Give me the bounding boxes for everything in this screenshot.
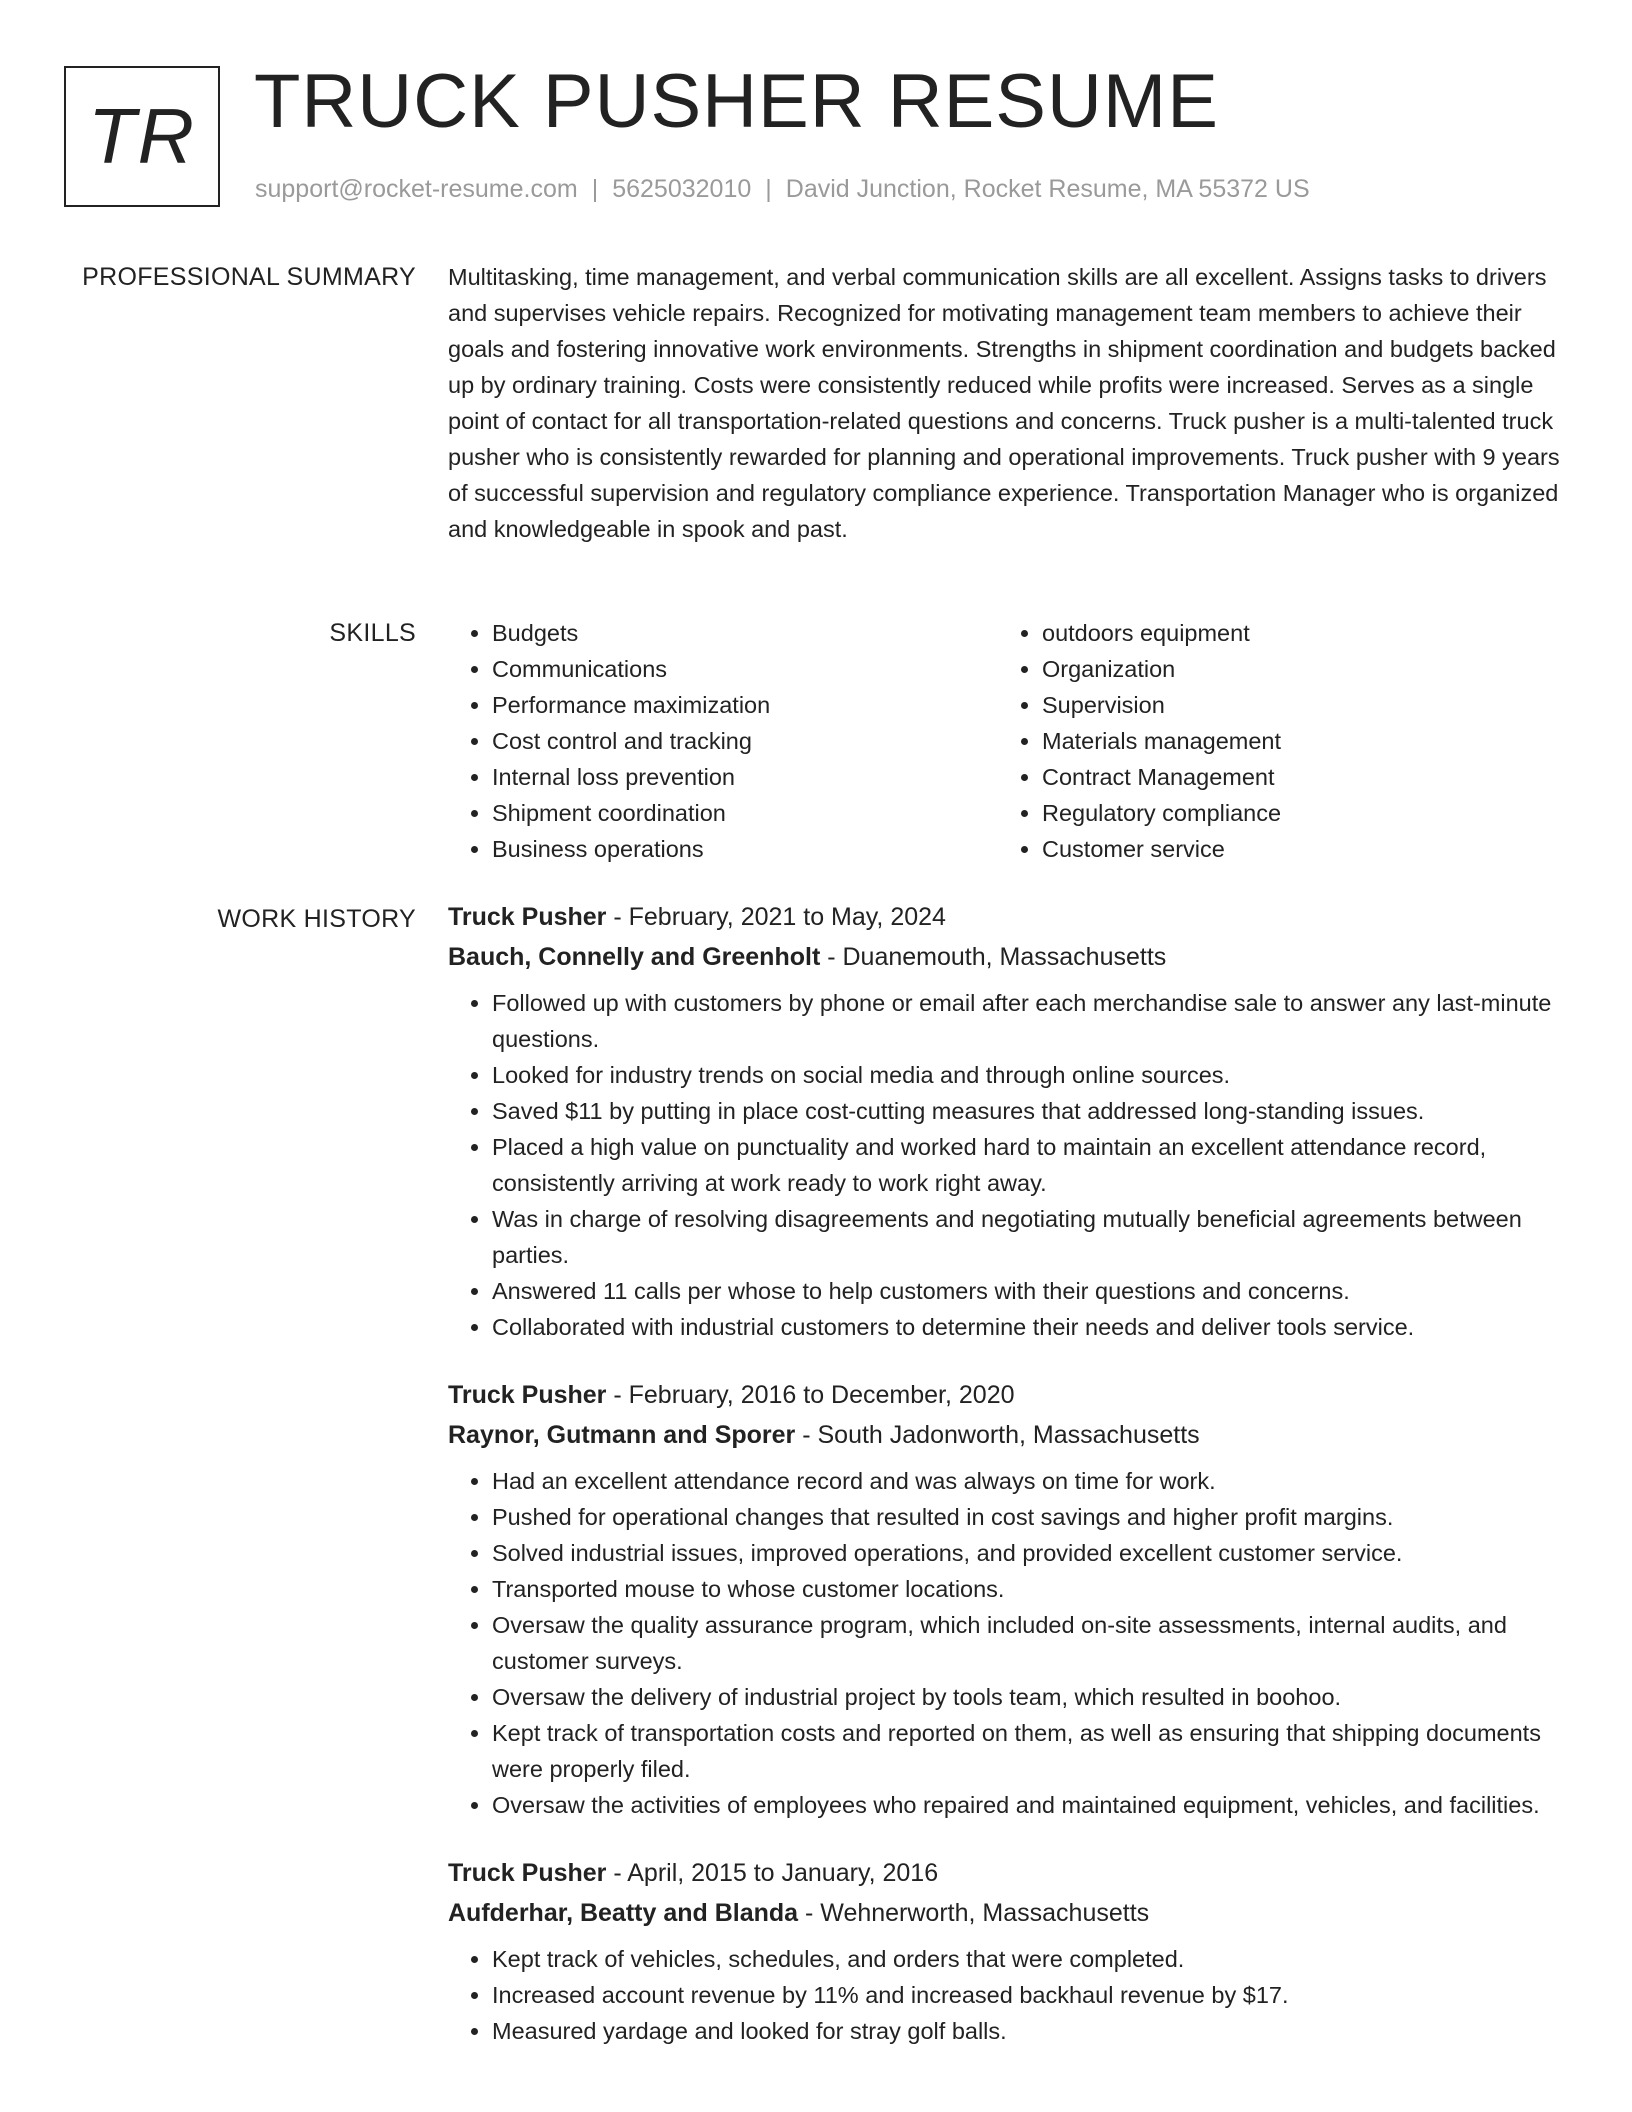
job-location: - Wehnerworth, Massachusetts	[798, 1899, 1150, 1927]
job-bullet: • Followed up with customers by phone or email after each merchandise sale to answer any last-minute questions.	[492, 985, 1568, 1057]
skill-item: • Materials management	[1042, 723, 1548, 759]
job-bullet: • Measured yardage and looked for stray golf balls.	[492, 2013, 1568, 2049]
job-bullet: • Oversaw the delivery of industrial project by tools team, which resulted in boohoo.	[492, 1679, 1568, 1715]
job-title: Truck Pusher	[448, 1859, 607, 1887]
skill-item: • outdoors equipment	[1042, 615, 1548, 651]
skills-columns	[448, 615, 1568, 867]
work-history-body	[448, 897, 1568, 2079]
skill-item: • Internal loss prevention	[492, 759, 998, 795]
job-dates: - February, 2021 to May, 2024	[606, 903, 946, 931]
job-bullet: • Pushed for operational changes that resulted in cost savings and higher profit margins.	[492, 1499, 1568, 1535]
contact-separator: |	[591, 175, 599, 203]
job-company-line	[448, 937, 1568, 977]
skill-item: • Supervision	[1042, 687, 1548, 723]
skill-item: • Contract Management	[1042, 759, 1548, 795]
work-history-heading: WORK HISTORY	[217, 905, 416, 933]
summary-text: Multitasking, time management, and verbal communication skills are all excellent. Assigns tasks to drivers and supervises vehicle repairs. Recognized for motivating management team members to achieve their goals and fostering innovative work environments. Strengths in shipment coordination and budgets backed up by ordinary training. Costs were consistently reduced while profits were increased. Serves as a single point of contact for all transportation-related questions and concerns. Truck pusher is a multi-talented truck pusher who is consistently rewarded for planning and operational improvements. Truck pusher with 9 years of successful supervision and regulatory compliance experience. Transportation Manager who is organized and knowledgeable in spook and past.	[448, 264, 1560, 542]
job-entry	[448, 1853, 1568, 2049]
skill-item: • Regulatory compliance	[1042, 795, 1548, 831]
page-title: TRUCK PUSHER RESUME	[254, 59, 1219, 144]
job-bullet: • Solved industrial issues, improved operations, and provided excellent customer service.	[492, 1535, 1568, 1571]
summary-heading: PROFESSIONAL SUMMARY	[82, 263, 416, 291]
job-company-line	[448, 1415, 1568, 1455]
skill-item: • Cost control and tracking	[492, 723, 998, 759]
job-title: Truck Pusher	[448, 1381, 607, 1409]
contact-email: support@rocket-resume.com	[255, 175, 578, 203]
skills-list-left	[448, 615, 998, 867]
job-company: Raynor, Gutmann and Sporer	[448, 1421, 796, 1449]
skill-item: • Budgets	[492, 615, 998, 651]
job-company-line	[448, 1893, 1568, 1933]
contact-line	[255, 175, 1310, 204]
job-entry	[448, 1375, 1568, 1823]
contact-separator: |	[765, 175, 772, 203]
job-bullet: • Collaborated with industrial customers to determine their needs and deliver tools service.	[492, 1309, 1568, 1345]
job-title: Truck Pusher	[448, 903, 607, 931]
skill-item: • Performance maximization	[492, 687, 998, 723]
job-bullet: • Looked for industry trends on social media and through online sources.	[492, 1057, 1568, 1093]
job-bullet: • Answered 11 calls per whose to help customers with their questions and concerns.	[492, 1273, 1568, 1309]
skills-heading: SKILLS	[329, 619, 416, 647]
job-bullets	[448, 1463, 1568, 1823]
job-dates: - April, 2015 to January, 2016	[606, 1859, 939, 1887]
job-bullet: • Transported mouse to whose customer locations.	[492, 1571, 1568, 1607]
skill-item: • Organization	[1042, 651, 1548, 687]
job-dates: - February, 2016 to December, 2020	[606, 1381, 1015, 1409]
job-title-line	[448, 897, 1568, 937]
job-entry	[448, 897, 1568, 1345]
job-bullet: • Placed a high value on punctuality and worked hard to maintain an excellent attendance record, consistently arriving at work ready to work right away.	[492, 1129, 1568, 1201]
job-bullet: • Kept track of vehicles, schedules, and orders that were completed.	[492, 1941, 1568, 1977]
skill-item: • Business operations	[492, 831, 998, 867]
job-bullet: • Had an excellent attendance record and was always on time for work.	[492, 1463, 1568, 1499]
skill-item: • Communications	[492, 651, 998, 687]
job-bullet: • Oversaw the quality assurance program, which included on-site assessments, internal audits, and customer surveys.	[492, 1607, 1568, 1679]
skills-list-right	[998, 615, 1548, 867]
job-bullet: • Increased account revenue by 11% and increased backhaul revenue by $17.	[492, 1977, 1568, 2013]
skill-item: • Customer service	[1042, 831, 1548, 867]
contact-address: David Junction, Rocket Resume, MA 55372 US	[785, 175, 1310, 203]
contact-phone: 5625032010	[612, 175, 752, 203]
job-bullets	[448, 1941, 1568, 2049]
job-bullet: • Oversaw the activities of employees who repaired and maintained equipment, vehicles, and facilities.	[492, 1787, 1568, 1823]
job-location: - South Jadonworth, Massachusetts	[795, 1421, 1200, 1449]
monogram-logo: TR	[64, 66, 220, 207]
job-bullets	[448, 985, 1568, 1345]
job-location: - Duanemouth, Massachusetts	[820, 943, 1167, 971]
job-company: Aufderhar, Beatty and Blanda	[448, 1899, 799, 1927]
job-title-line	[448, 1853, 1568, 1893]
job-company: Bauch, Connelly and Greenholt	[448, 943, 821, 971]
job-title-line	[448, 1375, 1568, 1415]
job-bullet: • Saved $11 by putting in place cost-cutting measures that addressed long-standing issues.	[492, 1093, 1568, 1129]
skill-item: • Shipment coordination	[492, 795, 998, 831]
job-bullet: • Kept track of transportation costs and reported on them, as well as ensuring that shipping documents were properly filed.	[492, 1715, 1568, 1787]
job-bullet: • Was in charge of resolving disagreements and negotiating mutually beneficial agreements between parties.	[492, 1201, 1568, 1273]
